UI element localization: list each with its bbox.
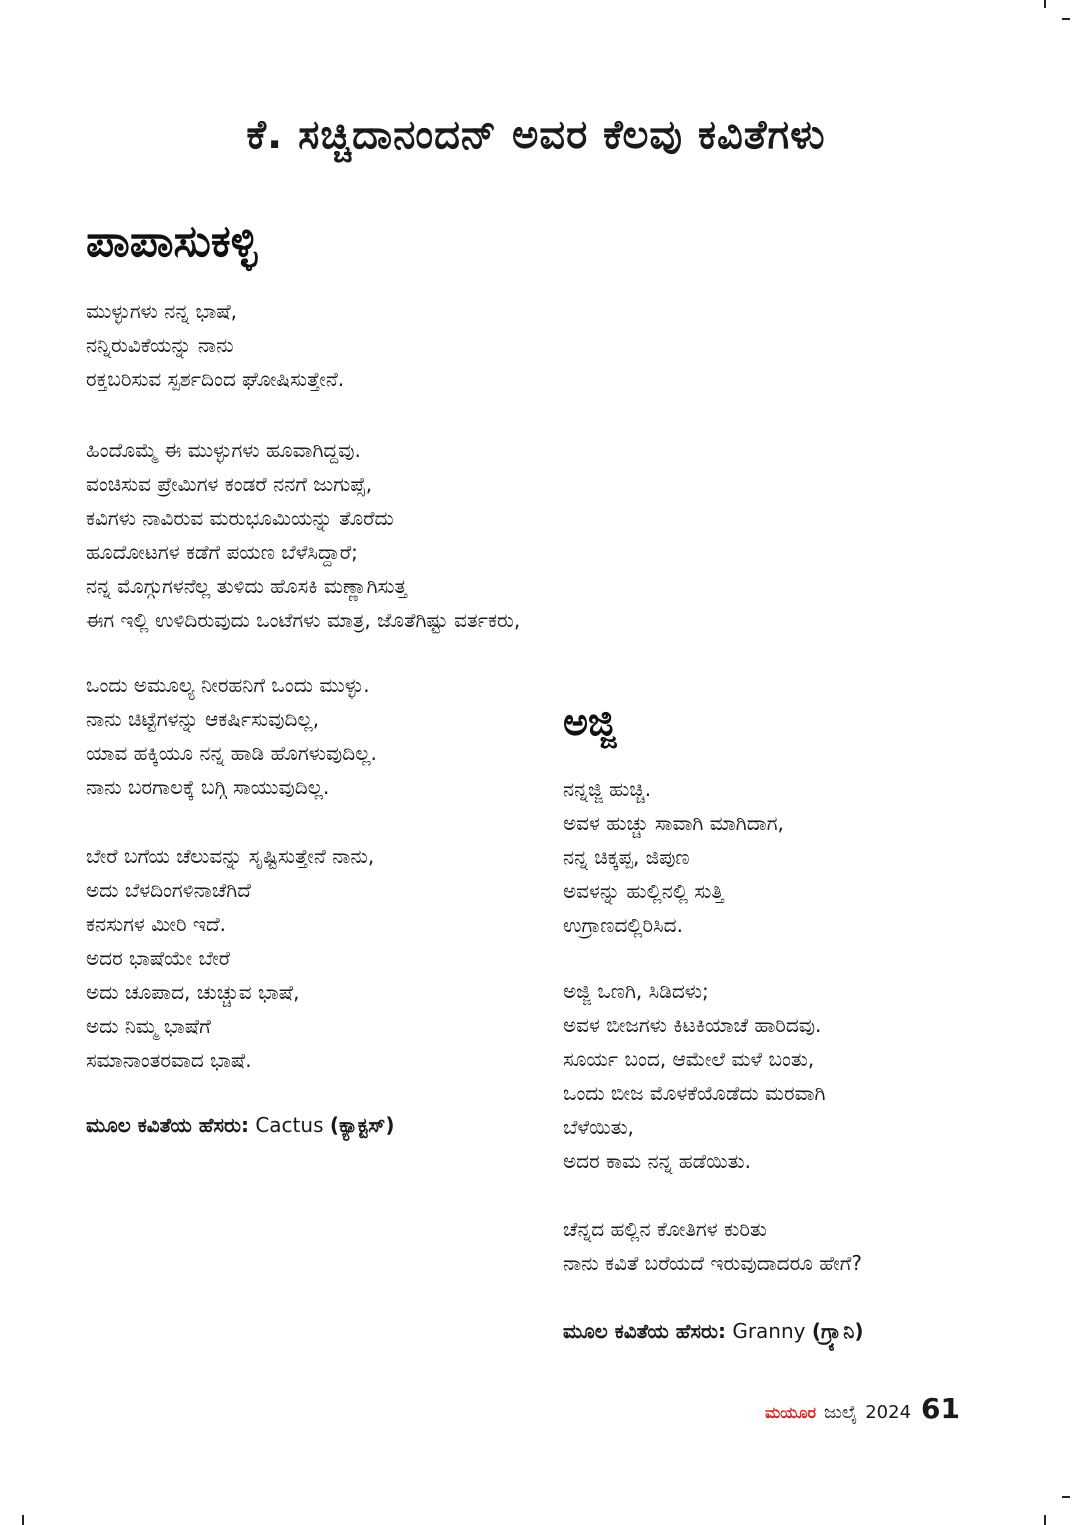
poem-line: ಒಂದು ಬೀಜ ಮೊಳಕೆಯೊಡೆದು ಮರವಾಗಿ <box>563 1081 826 1105</box>
poem-line: ನನ್ನ ಚಿಕ್ಕಪ್ಪ, ಜಿಪುಣ <box>563 845 690 869</box>
poem-line: ಯಾವ ಹಕ್ಕಿಯೂ ನನ್ನ ಹಾಡಿ ಹೊಗಳುವುದಿಲ್ಲ. <box>86 741 377 765</box>
poem-heading: ಅಜ್ಜಿ <box>563 700 617 744</box>
poem-line: ಚೆನ್ನದ ಹಲ್ಲಿನ ಕೋತಿಗಳ ಕುರಿತು <box>563 1217 767 1241</box>
poem-line: ಕನಸುಗಳ ಮೀರಿ ಇದೆ. <box>86 912 227 936</box>
page-title: ಕೆ. ಸಚ್ಚಿದಾನಂದನ್ ಅವರ ಕೆಲವು ಕವಿತೆಗಳು <box>246 112 826 158</box>
poem-stanza <box>86 294 344 396</box>
issue-year: 2024 <box>865 1402 912 1423</box>
poem-line: ಈಗ ಇಲ್ಲಿ ಉಳಿದಿರುವುದು ಒಂಟೆಗಳು ಮಾತ್ರ, ಜೊತೆಗಿಷ್ಟು ವರ್ತಕರು, <box>86 608 521 632</box>
original-title-kannada: (ಗ್ರ್ಯಾನಿ) <box>811 1319 864 1343</box>
original-title-label: ಮೂಲ ಕವಿತೆಯ ಹೆಸರು: <box>86 1113 249 1137</box>
poem-line: ನನ್ನ ಮೊಗ್ಗುಗಳನೆಲ್ಲ ತುಳಿದು ಹೊಸಕಿ ಮಣ್ಣಾಗಿಸುತ್ತ <box>86 574 407 598</box>
poem-line: ಸಮಾನಾಂತರವಾದ ಭಾಷೆ. <box>86 1048 252 1072</box>
poem-line: ರಕ್ತಬರಿಸುವ ಸ್ಪರ್ಶದಿಂದ ಘೋಷಿಸುತ್ತೇನೆ. <box>86 367 345 391</box>
poem-line: ಅದರ ಕಾಮ ನನ್ನ ಹಡೆಯಿತು. <box>563 1149 751 1173</box>
page-number: 61 <box>921 1392 960 1425</box>
poem-line: ಅದು ಚೂಪಾದ, ಚುಚ್ಚುವ ಭಾಷೆ, <box>86 980 300 1004</box>
original-title-label: ಮೂಲ ಕವಿತೆಯ ಹೆಸರು: <box>563 1319 726 1343</box>
poem-line: ಕವಿಗಳು ನಾವಿರುವ ಮರುಭೂಮಿಯನ್ನು ತೊರೆದು <box>86 506 394 530</box>
poem-line: ಬೇರೆ ಬಗೆಯ ಚೆಲುವನ್ನು ಸೃಷ್ಟಿಸುತ್ತೇನೆ ನಾನು, <box>86 844 375 868</box>
poem-stanza <box>86 668 377 804</box>
poem-line: ಅಜ್ಜಿ ಒಣಗಿ, ಸಿಡಿದಳು; <box>563 979 709 1003</box>
poem-line: ನಾನು ಕವಿತೆ ಬರೆಯದೆ ಇರುವುದಾದರೂ ಹೇಗೆ? <box>563 1251 862 1275</box>
poem-line: ಹಿಂದೊಮ್ಮೆ ಈ ಮುಳ್ಳುಗಳು ಹೂವಾಗಿದ್ದವು. <box>86 438 361 462</box>
crop-mark-bottom-left <box>22 1515 24 1525</box>
poem-line: ಅವಳನ್ನು ಹುಲ್ಲಿನಲ್ಲಿ ಸುತ್ತಿ <box>563 879 724 903</box>
original-title-english: Cactus <box>255 1113 324 1137</box>
page-footer <box>765 1392 960 1425</box>
poem-line: ಅದು ನಿಮ್ಮ ಭಾಷೆಗೆ <box>86 1014 211 1038</box>
original-title-english: Granny <box>732 1319 806 1343</box>
poem-line: ವಂಚಿಸುವ ಪ್ರೇಮಿಗಳ ಕಂಡರೆ ನನಗೆ ಜುಗುಪ್ಸೆ, <box>86 472 373 496</box>
poem-stanza <box>86 433 520 637</box>
poem-line: ಉಗ್ರಾಣದಲ್ಲಿರಿಸಿದ. <box>563 913 683 937</box>
magazine-logo: ಮಯೂರ <box>764 1403 816 1422</box>
poem-line: ನಾನು ಚಿಟ್ಟೆಗಳನ್ನು ಆಕರ್ಷಿಸುವುದಿಲ್ಲ, <box>86 707 320 731</box>
poem-heading: ಪಾಪಾಸುಕಳ್ಳಿ <box>86 216 258 267</box>
poem-line: ಮುಳ್ಳುಗಳು ನನ್ನ ಭಾಷೆ, <box>86 299 238 323</box>
poem-line: ನನ್ನಜ್ಜಿ ಹುಚ್ಚಿ. <box>563 777 652 801</box>
original-title-kannada: (ಕ್ಯಾಕ್ಟಸ್) <box>329 1113 395 1137</box>
poem-line: ಅವಳ ಬೀಜಗಳು ಕಿಟಕಿಯಾಚೆ ಹಾರಿದವು. <box>563 1013 822 1037</box>
poem-stanza <box>563 1212 862 1280</box>
crop-mark-top <box>1044 0 1046 8</box>
poem-line: ಒಂದು ಅಮೂಲ್ಯ ನೀರಹನಿಗೆ ಒಂದು ಮುಳ್ಳು. <box>86 673 370 697</box>
poem-stanza <box>86 839 374 1077</box>
poem-line: ಅವಳ ಹುಚ್ಚು ಸಾವಾಗಿ ಮಾಗಿದಾಗ, <box>563 811 784 835</box>
poem-line: ನನ್ನಿರುವಿಕೆಯನ್ನು ನಾನು <box>86 333 234 357</box>
poem-line: ಅದರ ಭಾಷೆಯೇ ಬೇರೆ <box>86 946 231 970</box>
poem-line: ಅದು ಬೆಳದಿಂಗಳಿನಾಚೆಗಿದೆ <box>86 878 251 902</box>
crop-mark-bottom-right-h <box>1062 1496 1070 1498</box>
issue-month: ಜುಲೈ <box>823 1402 858 1423</box>
crop-mark-bottom-right <box>1044 1515 1046 1525</box>
poem-stanza <box>563 772 784 942</box>
poem-line: ಸೂರ್ಯ ಬಂದ, ಆಮೇಲೆ ಮಳೆ ಬಂತು, <box>563 1047 815 1071</box>
poem-line: ನಾನು ಬರಗಾಲಕ್ಕೆ ಬಗ್ಗಿ ಸಾಯುವುದಿಲ್ಲ. <box>86 775 330 799</box>
poem-line: ಬೆಳೆಯಿತು, <box>563 1115 634 1139</box>
crop-mark-top-right <box>1062 18 1070 20</box>
original-title-line <box>563 1319 864 1343</box>
original-title-line <box>86 1113 395 1137</box>
poem-line: ಹೂದೋಟಗಳ ಕಡೆಗೆ ಪಯಣ ಬೆಳೆಸಿದ್ದಾರೆ; <box>86 540 358 564</box>
poem-stanza <box>563 974 825 1178</box>
